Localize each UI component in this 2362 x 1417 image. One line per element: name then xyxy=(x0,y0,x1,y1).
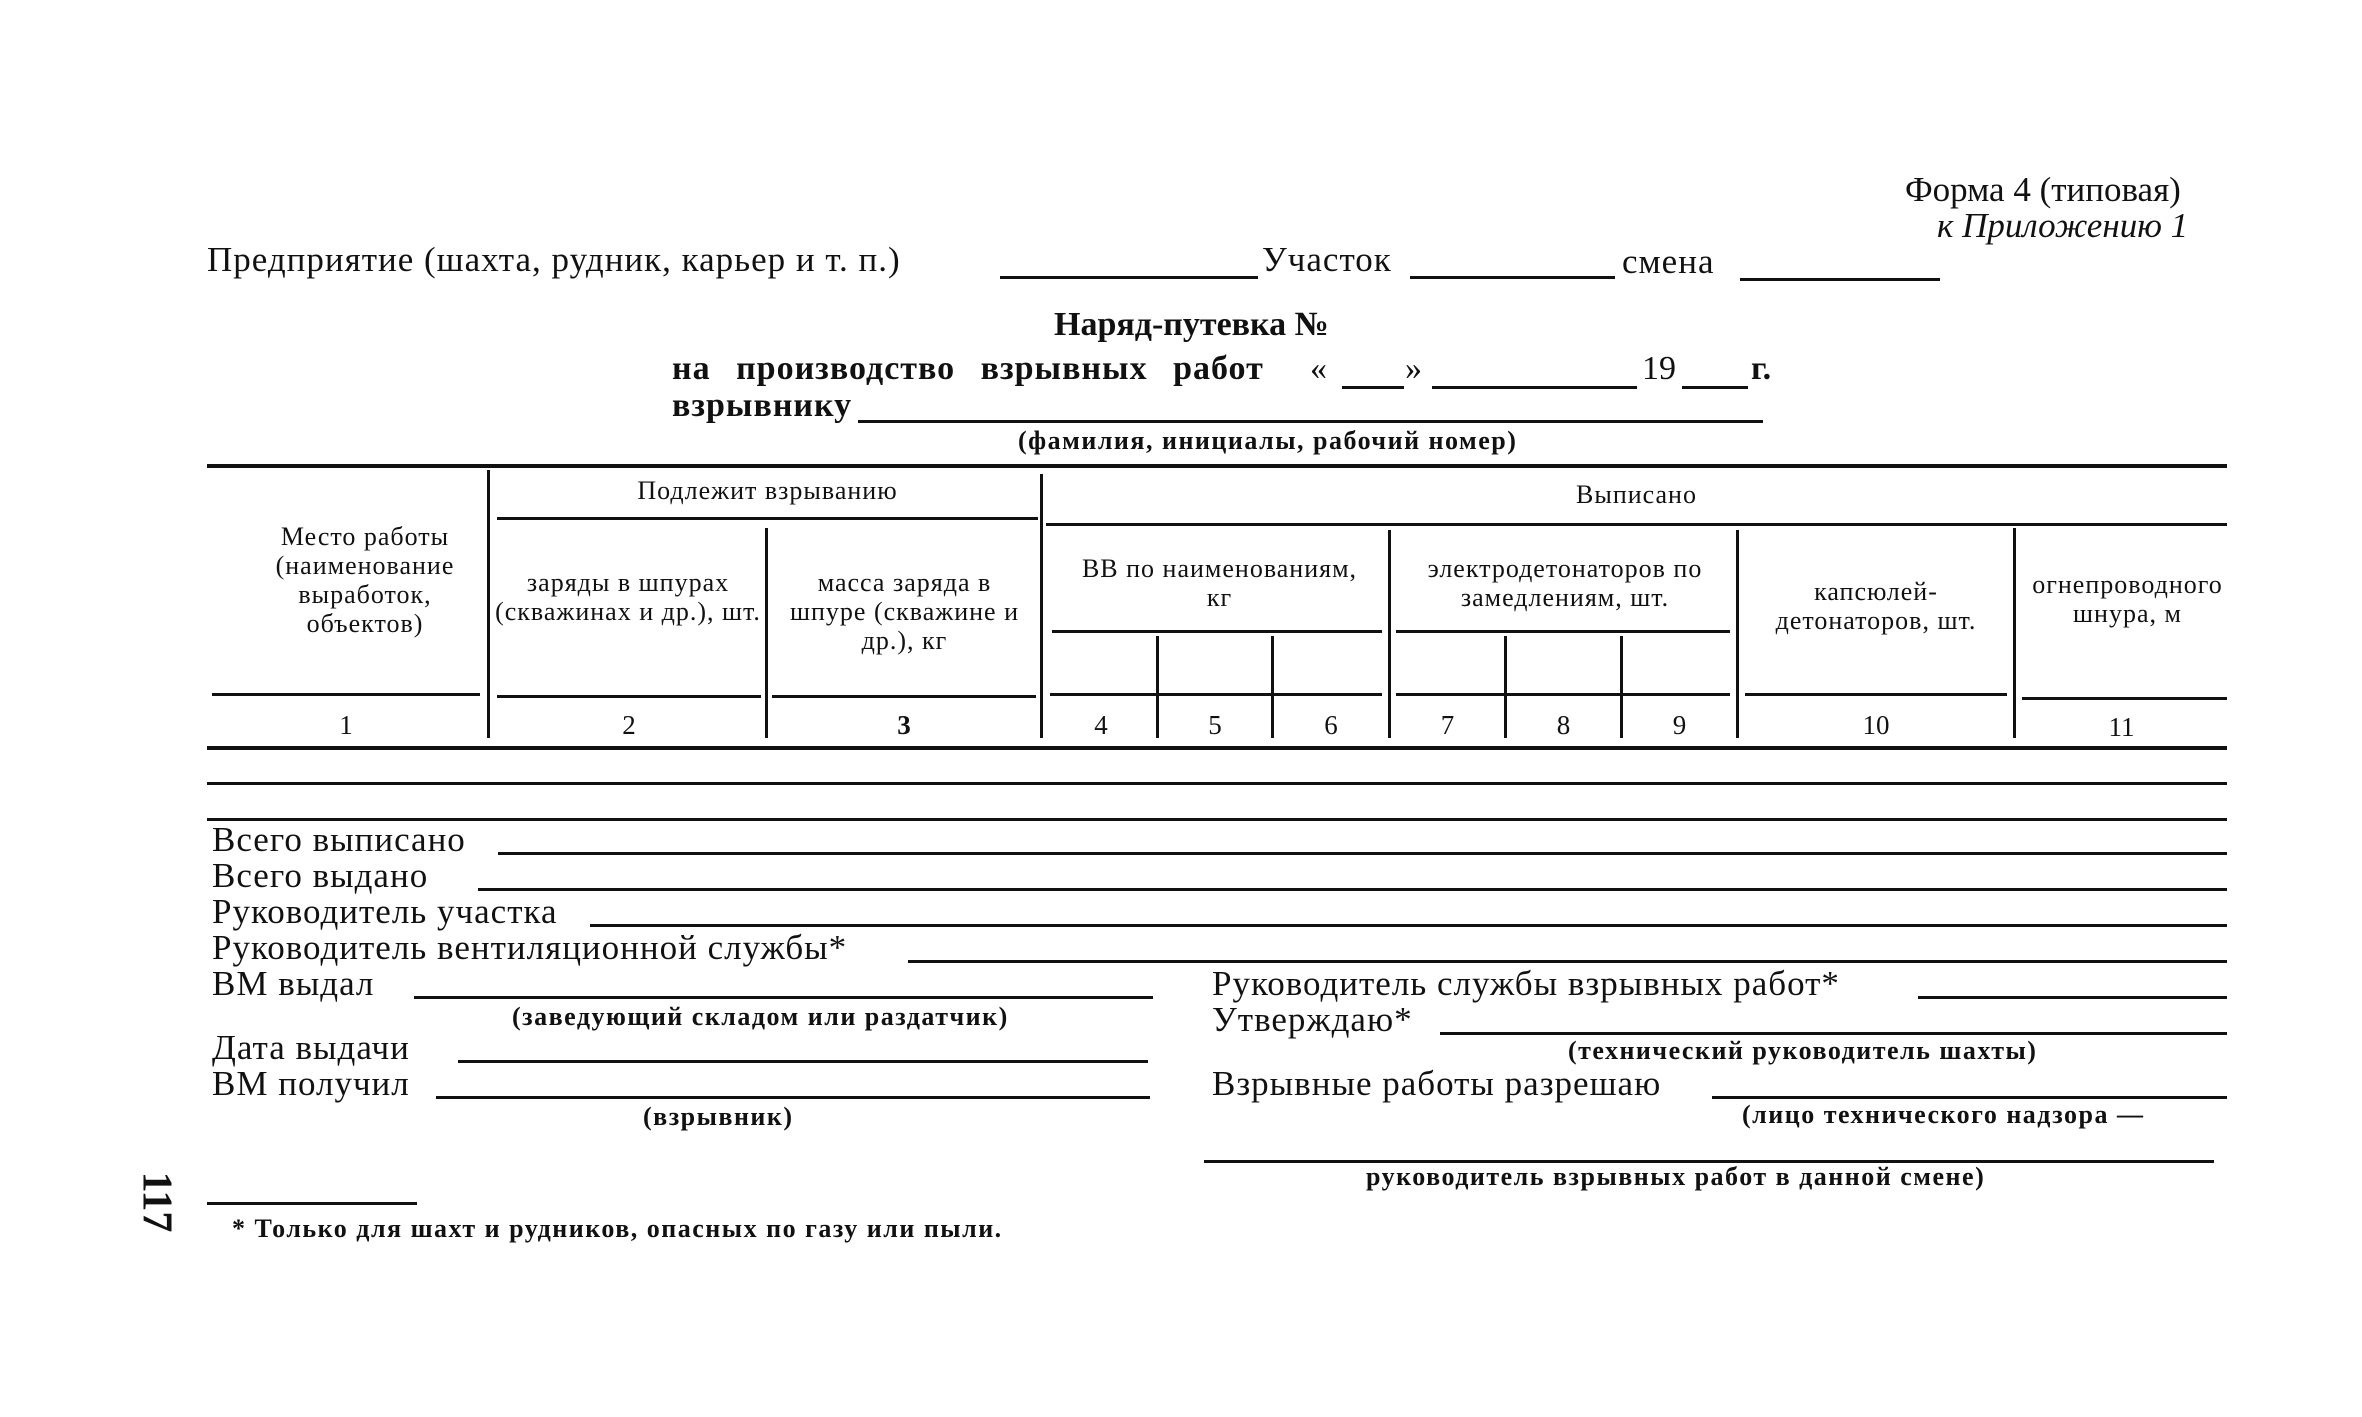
year-prefix: 19 xyxy=(1642,350,1676,387)
col-number: 11 xyxy=(2108,712,2135,742)
footnote-rule xyxy=(207,1202,417,1205)
permit-caption-2: руководитель взрывных работ в данной смене) xyxy=(1366,1162,1986,1191)
col-caps-header: капсюлей-детонаторов, шт. xyxy=(1775,577,1977,635)
col-number: 9 xyxy=(1672,710,1687,740)
ventilation-head-label: Руководитель вентиляционной службы* xyxy=(212,928,848,967)
col-explosives-header: ВВ по наименованиям, кг xyxy=(1081,554,1358,612)
col-charge-mass-header: масса заряда в шпуре (скважине и др.), кг xyxy=(789,568,1020,655)
title-line2: на производство взрывных работ xyxy=(672,350,1264,387)
vm-issued-caption: (заведующий складом или раздатчик) xyxy=(512,1002,1009,1031)
permit-label: Взрывные работы разрешаю xyxy=(1212,1064,1662,1103)
vm-received-label: ВМ получил xyxy=(212,1064,410,1103)
permit-caption-1: (лицо технического надзора — xyxy=(1742,1100,2145,1129)
total-given-label: Всего выдано xyxy=(212,856,429,895)
page-number: 117 xyxy=(133,1171,180,1233)
col-charges-header: заряды в шпурах (скважинах и др.), шт. xyxy=(495,568,761,626)
enterprise-label: Предприятие (шахта, рудник, карьер и т. п.) xyxy=(207,240,901,279)
section-field[interactable] xyxy=(1410,276,1615,279)
approve-label: Утверждаю* xyxy=(1212,1000,1413,1039)
quote-close: » xyxy=(1405,350,1422,387)
table-row[interactable] xyxy=(207,818,2227,821)
enterprise-field[interactable] xyxy=(1000,276,1258,279)
group-issued-header: Выписано xyxy=(1576,480,1697,509)
total-written-label: Всего выписано xyxy=(212,820,466,859)
ventilation-head-field[interactable] xyxy=(908,960,2227,963)
blast-service-head-label: Руководитель службы взрывных работ* xyxy=(1212,964,1840,1003)
col-workplace-header: Место работы (наименование выработок, объектов) xyxy=(275,522,455,638)
vm-issued-label: ВМ выдал xyxy=(212,964,375,1003)
vm-received-field[interactable] xyxy=(436,1096,1150,1099)
permit-field[interactable] xyxy=(1712,1096,2227,1099)
shift-label: смена xyxy=(1622,242,1715,281)
section-label: Участок xyxy=(1262,240,1392,279)
col-number: 8 xyxy=(1556,710,1571,740)
approve-caption: (технический руководитель шахты) xyxy=(1568,1036,2038,1065)
appendix-label: к Приложению 1 xyxy=(1937,206,2189,245)
month-field[interactable] xyxy=(1432,386,1637,389)
col-number: 5 xyxy=(1208,710,1222,740)
group-to-blast-header: Подлежит взрыванию xyxy=(637,476,898,505)
year-suffix: г. xyxy=(1751,350,1772,387)
col-number: 3 xyxy=(897,710,911,740)
form-label: Форма 4 (типовая) xyxy=(1905,170,2181,209)
col-detonators-header: электродетонаторов по замедлениям, шт. xyxy=(1427,554,1703,612)
table-row[interactable] xyxy=(207,782,2227,785)
shift-field[interactable] xyxy=(1740,278,1940,281)
issue-date-label: Дата выдачи xyxy=(212,1028,410,1067)
vm-issued-field[interactable] xyxy=(414,996,1153,999)
col-number: 10 xyxy=(1862,710,1890,740)
col-number: 7 xyxy=(1440,710,1455,740)
blaster-caption: (фамилия, инициалы, рабочий номер) xyxy=(1018,426,1518,455)
section-head-field[interactable] xyxy=(590,924,2227,927)
footnote: * Только для шахт и рудников, опасных по газу или пыли. xyxy=(232,1214,1003,1243)
approve-field[interactable] xyxy=(1440,1032,2227,1035)
blast-service-head-field[interactable] xyxy=(1918,996,2227,999)
section-head-label: Руководитель участка xyxy=(212,892,558,931)
total-given-field[interactable] xyxy=(478,888,2227,891)
year-field[interactable] xyxy=(1682,386,1748,389)
col-number: 2 xyxy=(622,710,636,740)
col-number: 4 xyxy=(1094,710,1108,740)
vm-received-caption: (взрывник) xyxy=(643,1102,794,1131)
total-written-field[interactable] xyxy=(498,852,2227,855)
day-field[interactable] xyxy=(1342,386,1404,389)
col-number: 6 xyxy=(1324,710,1338,740)
issue-date-field[interactable] xyxy=(458,1060,1148,1063)
col-fuse-header: огнепроводного шнура, м xyxy=(2032,570,2223,628)
blaster-field[interactable] xyxy=(858,420,1763,423)
quote-open: « xyxy=(1310,350,1327,387)
col-number: 1 xyxy=(339,710,353,740)
blaster-label: взрывнику xyxy=(672,387,853,424)
document-title: Наряд-путевка № xyxy=(1054,306,1329,343)
